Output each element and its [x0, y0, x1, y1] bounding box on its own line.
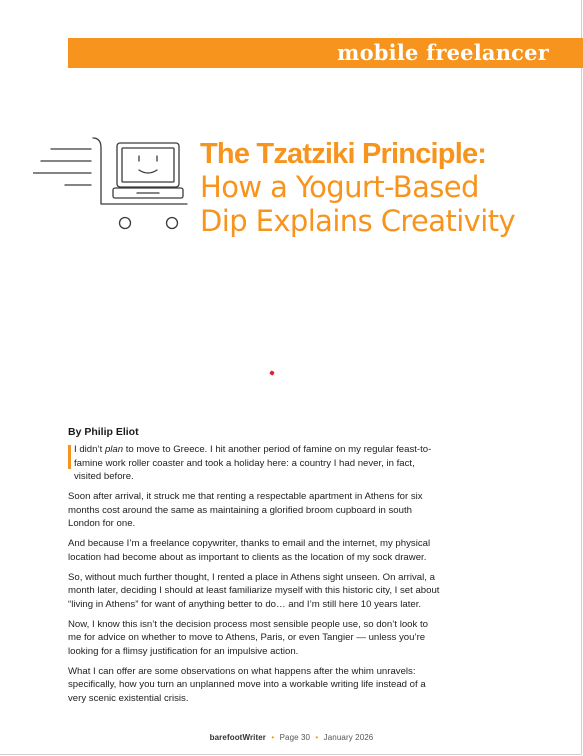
- paragraph-4: So, without much further thought, I rented a place in Athens sight unseen. On arrival, a month later, deciding I should at least familiarize myself with this historic city, I set about “living in Athens” for want of anything better to do… and I’m still here 10 years later.: [68, 571, 440, 610]
- paragraph-1: [68, 443, 440, 484]
- p1-start: I didn’t: [74, 444, 105, 455]
- laptop-cart-icon: [33, 128, 193, 240]
- page-footer: [0, 733, 583, 742]
- p1-rest: to move to Greece. I hit another period of famine on my regular feast-to-famine work roller coaster and took a holiday here: a country I had never, in fact, visited before.: [74, 444, 432, 482]
- footer-date: January 2026: [323, 733, 374, 742]
- title-sub-line1: How a Yogurt-Based: [200, 170, 479, 204]
- byline: By Philip Eliot: [68, 426, 139, 438]
- p1-emphasis: plan: [104, 444, 124, 455]
- paragraph-3: And because I’m a freelance copywriter, thanks to email and the internet, my physical location had become about as important to clients as the location of my sock drawer.: [68, 538, 431, 563]
- footer-page: Page 30: [279, 733, 311, 742]
- paragraph-6: What I can offer are some observations on what happens after the whim unravels: specifically, how you turn an unplanned move into a workable writing life instead of a very scenic existential crisis.: [68, 665, 426, 704]
- section-label: mobile freelancer: [337, 40, 549, 65]
- article-body: [68, 443, 440, 712]
- paragraph-5: Now, I know this isn’t the decision process most sensible people use, so don’t look to me for advice on whether to move to Athens, Paris, or even Tangier — unless you’re looking for a flimsy justification for an impulsive action.: [68, 618, 428, 657]
- article-title: [200, 138, 580, 238]
- title-sub-line2: Dip Explains Creativity: [200, 204, 516, 238]
- title-main: The Tzatziki Principle:: [200, 138, 487, 170]
- footer-separator: •: [315, 733, 319, 742]
- section-banner: [68, 38, 583, 68]
- paragraph-2: Soon after arrival, it struck me that renting a respectable apartment in Athens for six months cost around the same as maintaining a glorified broom cupboard in south London for one.: [68, 491, 423, 529]
- footer-publication: barefootWriter: [209, 733, 267, 742]
- drop-cap-bar: [68, 445, 71, 469]
- footer-separator: •: [271, 733, 275, 742]
